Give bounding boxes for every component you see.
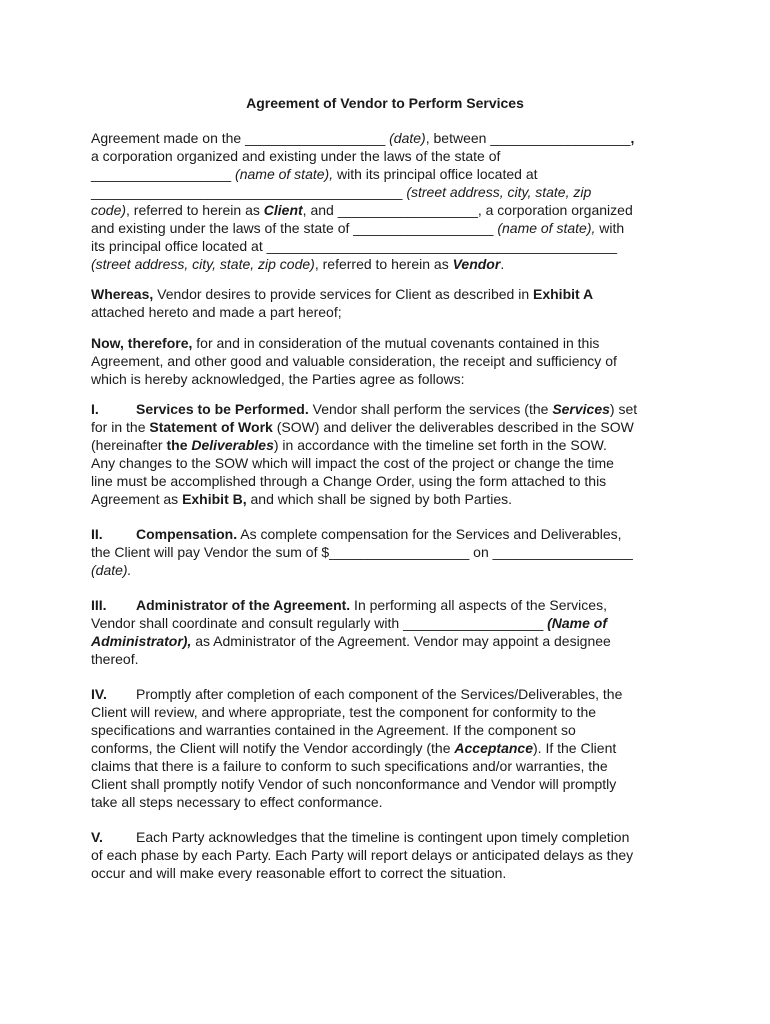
text-span: Each Party acknowledges that the timeline is contingent upon timely completion bbox=[136, 829, 630, 845]
text-line bbox=[91, 685, 691, 703]
text-line bbox=[91, 334, 691, 352]
text-span: (date) bbox=[389, 130, 426, 146]
text-line bbox=[91, 436, 691, 454]
section-administrator bbox=[91, 596, 691, 668]
text-line bbox=[91, 828, 691, 846]
text-span: In performing all aspects of the Services, bbox=[350, 597, 607, 613]
text-span: Acceptance bbox=[454, 740, 533, 756]
text-span: ) set bbox=[609, 401, 638, 417]
text-span: (Name of bbox=[547, 615, 608, 631]
text-span: Whereas, bbox=[91, 286, 154, 302]
section-number: IV. bbox=[91, 686, 107, 702]
text-span: . bbox=[500, 256, 505, 272]
text-span: the bbox=[166, 437, 192, 453]
text-line bbox=[91, 129, 691, 147]
text-line: (date). bbox=[91, 562, 132, 578]
section-heading: Compensation. bbox=[136, 526, 238, 542]
text-line: thereof. bbox=[91, 651, 139, 667]
text-span: Vendor shall coordinate and consult regularly with __________________ bbox=[91, 615, 548, 631]
text-line bbox=[91, 219, 691, 237]
text-span: (SOW) and deliver the deliverables described in the SOW bbox=[272, 419, 634, 435]
text-line: Any changes to the SOW which will impact the cost of the project or change the time bbox=[91, 455, 614, 471]
text-span: Vendor desires to provide services for Client as described in bbox=[153, 286, 533, 302]
text-line bbox=[91, 255, 691, 273]
text-span: Agreement as bbox=[91, 491, 183, 507]
text-span: (hereinafter bbox=[91, 437, 167, 453]
text-line: the Client will pay Vendor the sum of $__________________ on __________________ bbox=[91, 544, 633, 560]
section-number: I. bbox=[91, 401, 99, 417]
whereas-paragraph bbox=[91, 285, 691, 321]
text-line: its principal office located at _____________________________________________ bbox=[91, 238, 617, 254]
text-line bbox=[91, 418, 691, 436]
text-span: Deliverables bbox=[191, 437, 274, 453]
text-span: (street address, city, state, zip bbox=[406, 184, 592, 200]
section-compensation bbox=[91, 525, 691, 579]
section-heading: Services to be Performed. bbox=[136, 401, 309, 417]
text-line: attached hereto and made a part hereof; bbox=[91, 304, 342, 320]
text-span: conforms, the Client will notify the Vendor accordingly (the bbox=[91, 740, 455, 756]
text-line: claims that there is a failure to conform to such specifications and/or warranties, the bbox=[91, 758, 608, 774]
section-timeline bbox=[91, 828, 691, 882]
text-span: as Administrator of the Agreement. Vendor may appoint a designee bbox=[191, 633, 611, 649]
text-line bbox=[91, 201, 691, 219]
text-line: of each phase by each Party. Each Party will report delays or anticipated delays as they bbox=[91, 847, 634, 863]
text-line: specifications and warranties contained in the Agreement. If the component so bbox=[91, 722, 576, 738]
now-therefore-paragraph bbox=[91, 334, 691, 388]
document-title: Agreement of Vendor to Perform Services bbox=[246, 95, 524, 111]
text-span: (name of state), bbox=[497, 220, 596, 236]
text-span: Services bbox=[552, 401, 610, 417]
text-span: ). If the Client bbox=[533, 740, 617, 756]
text-line: Client will review, and where appropriate, test the component for conformity to the bbox=[91, 704, 597, 720]
text-line: which is hereby acknowledged, the Parties agree as follows: bbox=[91, 371, 465, 387]
text-line: Agreement, and other good and valuable consideration, the receipt and sufficiency of bbox=[91, 353, 617, 369]
text-span: Promptly after completion of each component of the Services/Deliverables, the bbox=[136, 686, 623, 702]
text-span: for in the bbox=[91, 419, 150, 435]
text-span: Client bbox=[263, 202, 303, 218]
section-number: V. bbox=[91, 829, 103, 845]
text-line bbox=[91, 614, 691, 632]
text-span: , between __________________ bbox=[425, 130, 631, 146]
text-line bbox=[91, 165, 691, 183]
text-span: code) bbox=[91, 202, 127, 218]
text-line bbox=[91, 400, 691, 418]
text-span: Administrator), bbox=[91, 633, 192, 649]
text-span: As complete compensation for the Services and Deliverables, bbox=[237, 526, 622, 542]
text-line bbox=[91, 525, 691, 543]
text-line bbox=[91, 632, 691, 650]
text-line: occur and will make every reasonable effort to correct the situation. bbox=[91, 865, 507, 881]
section-number: II. bbox=[91, 526, 103, 542]
text-span: ) in accordance with the timeline set forth in the SOW. bbox=[273, 437, 607, 453]
text-span: with bbox=[595, 220, 625, 236]
text-span: Vendor bbox=[452, 256, 501, 272]
text-span: with its principal office located at bbox=[333, 166, 538, 182]
section-heading: Administrator of the Agreement. bbox=[136, 597, 351, 613]
text-span: (name of state), bbox=[235, 166, 334, 182]
text-span: and existing under the laws of the state of __________________ bbox=[91, 220, 498, 236]
section-acceptance bbox=[91, 685, 691, 811]
text-span: , referred to herein as bbox=[126, 202, 264, 218]
text-line bbox=[91, 739, 691, 757]
text-span: (street address, city, state, zip code) bbox=[91, 256, 315, 272]
text-span: , and __________________, a corporation organized bbox=[302, 202, 633, 218]
section-number: III. bbox=[91, 597, 107, 613]
text-span: ________________________________________ bbox=[91, 184, 407, 200]
text-line: a corporation organized and existing under the laws of the state of bbox=[91, 148, 501, 164]
text-line bbox=[91, 490, 691, 508]
text-span: Exhibit B, bbox=[182, 491, 247, 507]
text-span: , bbox=[630, 130, 635, 146]
text-span: Exhibit A bbox=[533, 286, 594, 302]
text-span: Now, therefore, bbox=[91, 335, 193, 351]
text-span: __________________ bbox=[91, 166, 236, 182]
text-line: Client shall promptly notify Vendor of such nonconformance and Vendor will promptly bbox=[91, 776, 617, 792]
text-span: Agreement made on the __________________ bbox=[91, 130, 390, 146]
text-span: , referred to herein as bbox=[314, 256, 453, 272]
preamble-paragraph bbox=[91, 129, 691, 273]
text-line: line must be accomplished through a Change Order, using the form attached to this bbox=[91, 473, 607, 489]
text-span: Vendor shall perform the services (the bbox=[308, 401, 553, 417]
text-span: Statement of Work bbox=[149, 419, 273, 435]
text-line bbox=[91, 183, 691, 201]
section-services bbox=[91, 400, 691, 508]
text-span: and which shall be signed by both Parties. bbox=[246, 491, 513, 507]
text-line bbox=[91, 285, 691, 303]
text-line: take all steps necessary to effect conformance. bbox=[91, 794, 383, 810]
text-line bbox=[91, 596, 691, 614]
text-span: for and in consideration of the mutual covenants contained in this bbox=[192, 335, 600, 351]
